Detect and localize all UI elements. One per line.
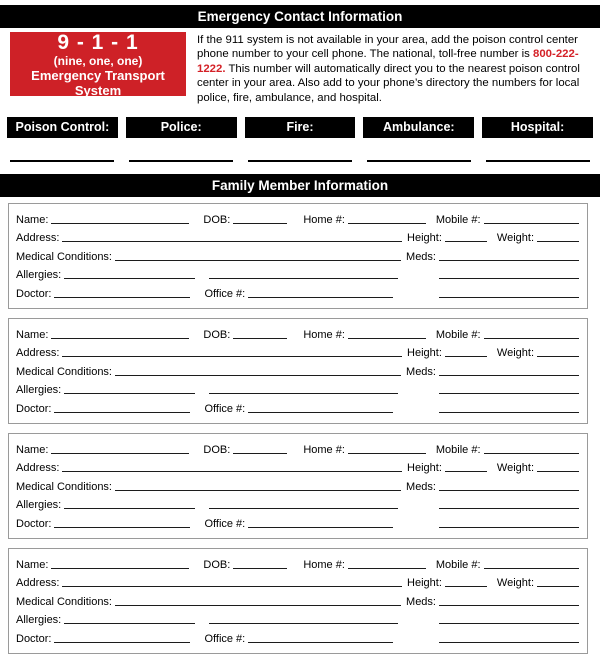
meds-label: Meds: bbox=[406, 250, 436, 263]
member-field-row-4 bbox=[16, 379, 579, 398]
address-label: Address: bbox=[16, 462, 60, 475]
instructions-text-before: If the 911 system is not available in your area, add the poison control center phone number to your cell phone. The national, toll-free number is bbox=[197, 34, 578, 61]
office-phone-label: Office #: bbox=[204, 403, 246, 415]
member-field-row-1 bbox=[16, 553, 579, 572]
poison-control-label: Poison Control: bbox=[7, 117, 118, 138]
name-label: Name: bbox=[16, 558, 49, 571]
medical-conditions-blank-line bbox=[115, 605, 401, 606]
poison-control-phone-number: 800-222-1222. bbox=[197, 48, 579, 75]
meds-extra-blank-line-2 bbox=[439, 642, 579, 643]
mobile-phone-label: Mobile #: bbox=[435, 443, 481, 456]
address-label: Address: bbox=[16, 577, 60, 590]
address-label: Address: bbox=[16, 347, 60, 360]
height-label: Height: bbox=[407, 462, 442, 475]
dob-label: DOB: bbox=[203, 558, 231, 571]
height-blank-line bbox=[445, 356, 487, 357]
allergies-blank-line bbox=[64, 393, 195, 394]
member-field-row-4 bbox=[16, 494, 579, 513]
weight-blank-line bbox=[537, 586, 579, 587]
member-field-row-1 bbox=[16, 208, 579, 227]
allergies-blank-line bbox=[64, 508, 195, 509]
meds-extra-blank-line bbox=[439, 623, 579, 624]
meds-blank-line bbox=[439, 605, 579, 606]
meds-extra-blank-line-2 bbox=[439, 412, 579, 413]
family-member-box bbox=[8, 433, 588, 539]
address-label: Address: bbox=[16, 232, 60, 245]
meds-label: Meds: bbox=[406, 480, 436, 493]
weight-label: Weight: bbox=[496, 462, 534, 475]
doctor-blank-line bbox=[54, 412, 190, 413]
address-blank-line bbox=[62, 241, 402, 242]
member-field-row-5 bbox=[16, 397, 579, 416]
doctor-blank-line bbox=[54, 527, 190, 528]
home-phone-blank-line bbox=[348, 568, 426, 569]
height-label: Height: bbox=[407, 347, 442, 360]
height-blank-line bbox=[445, 241, 487, 242]
fire-blank-line bbox=[248, 160, 352, 162]
member-field-row-4 bbox=[16, 609, 579, 628]
dob-blank-line bbox=[233, 453, 287, 454]
name-label: Name: bbox=[16, 328, 49, 341]
allergies-blank-line bbox=[64, 623, 195, 624]
family-section-title: Family Member Information bbox=[211, 178, 389, 194]
member-field-row-3 bbox=[16, 245, 579, 264]
weight-blank-line bbox=[537, 356, 579, 357]
height-blank-line bbox=[445, 471, 487, 472]
meds-label: Meds: bbox=[406, 595, 436, 608]
home-phone-label: Home #: bbox=[303, 328, 345, 341]
family-member-box bbox=[8, 318, 588, 424]
member-field-row-1 bbox=[16, 438, 579, 457]
medical-conditions-label: Medical Conditions: bbox=[16, 480, 112, 493]
weight-blank-line bbox=[537, 241, 579, 242]
height-blank-line bbox=[445, 586, 487, 587]
member-field-row-5 bbox=[16, 627, 579, 646]
office-phone-label: Office #: bbox=[204, 518, 246, 530]
dob-blank-line bbox=[233, 223, 287, 224]
office-phone-blank-line bbox=[248, 527, 393, 528]
weight-label: Weight: bbox=[496, 577, 534, 590]
member-field-row-3 bbox=[16, 360, 579, 379]
dob-label: DOB: bbox=[203, 328, 231, 341]
meds-extra-blank-line bbox=[439, 278, 579, 279]
weight-blank-line bbox=[537, 471, 579, 472]
office-phone-blank-line bbox=[248, 412, 393, 413]
weight-label: Weight: bbox=[496, 232, 534, 245]
medical-conditions-blank-line bbox=[115, 375, 401, 376]
meds-extra-blank-line bbox=[439, 393, 579, 394]
doctor-blank-line bbox=[54, 642, 190, 643]
nine-one-one-number: 9 - 1 - 1 bbox=[57, 30, 139, 54]
meds-extra-blank-line-2 bbox=[439, 527, 579, 528]
medical-conditions-label: Medical Conditions: bbox=[16, 250, 112, 263]
member-field-row-5 bbox=[16, 512, 579, 531]
police-blank-line bbox=[129, 160, 233, 162]
allergies-label: Allergies: bbox=[16, 614, 62, 627]
name-blank-line bbox=[51, 453, 189, 454]
contact-lines-row bbox=[7, 160, 593, 162]
dob-blank-line bbox=[233, 338, 287, 339]
meds-label: Meds: bbox=[406, 365, 436, 378]
member-field-row-5 bbox=[16, 282, 579, 301]
office-phone-label: Office #: bbox=[204, 288, 246, 300]
mobile-phone-label: Mobile #: bbox=[435, 213, 481, 226]
allergies-blank-line bbox=[64, 278, 195, 279]
address-blank-line bbox=[62, 471, 402, 472]
home-phone-blank-line bbox=[348, 338, 426, 339]
family-header-bar bbox=[0, 174, 600, 197]
medical-conditions-label: Medical Conditions: bbox=[16, 595, 112, 608]
mobile-phone-blank-line bbox=[484, 338, 579, 339]
mobile-phone-blank-line bbox=[484, 223, 579, 224]
address-blank-line bbox=[62, 586, 402, 587]
nine-one-one-box bbox=[10, 32, 186, 96]
hospital-label: Hospital: bbox=[482, 117, 593, 138]
emergency-transport-caption: Emergency Transport System bbox=[31, 67, 165, 98]
nine-one-one-words: (nine, one, one) bbox=[53, 53, 143, 68]
allergies-extra-blank-line bbox=[209, 623, 398, 624]
allergies-label: Allergies: bbox=[16, 499, 62, 512]
dob-label: DOB: bbox=[203, 213, 231, 226]
meds-extra-blank-line bbox=[439, 508, 579, 509]
mobile-phone-blank-line bbox=[484, 568, 579, 569]
medical-conditions-label: Medical Conditions: bbox=[16, 365, 112, 378]
name-label: Name: bbox=[16, 443, 49, 456]
dob-label: DOB: bbox=[203, 443, 231, 456]
meds-blank-line bbox=[439, 490, 579, 491]
family-member-boxes bbox=[0, 203, 600, 654]
family-member-box bbox=[8, 548, 588, 654]
member-field-row-2 bbox=[16, 342, 579, 361]
office-phone-label: Office #: bbox=[204, 633, 246, 645]
mobile-phone-label: Mobile #: bbox=[435, 558, 481, 571]
medical-conditions-blank-line bbox=[115, 490, 401, 491]
dob-blank-line bbox=[233, 568, 287, 569]
height-label: Height: bbox=[407, 577, 442, 590]
member-field-row-1 bbox=[16, 323, 579, 342]
poison-control-instructions bbox=[197, 33, 592, 105]
emergency-header-bar bbox=[0, 5, 600, 28]
ambulance-blank-line bbox=[367, 160, 471, 162]
mobile-phone-label: Mobile #: bbox=[435, 328, 481, 341]
doctor-label: Doctor: bbox=[16, 518, 52, 530]
home-phone-blank-line bbox=[348, 453, 426, 454]
doctor-label: Doctor: bbox=[16, 288, 52, 300]
contact-labels-row bbox=[7, 117, 593, 138]
page-title: Emergency Contact Information bbox=[197, 9, 403, 24]
home-phone-label: Home #: bbox=[303, 213, 345, 226]
member-field-row-3 bbox=[16, 475, 579, 494]
meds-blank-line bbox=[439, 260, 579, 261]
meds-extra-blank-line-2 bbox=[439, 297, 579, 298]
fire-label: Fire: bbox=[245, 117, 356, 138]
home-phone-blank-line bbox=[348, 223, 426, 224]
address-blank-line bbox=[62, 356, 402, 357]
name-blank-line bbox=[51, 568, 189, 569]
doctor-label: Doctor: bbox=[16, 403, 52, 415]
allergies-extra-blank-line bbox=[209, 278, 398, 279]
office-phone-blank-line bbox=[248, 642, 393, 643]
member-field-row-2 bbox=[16, 227, 579, 246]
instructions-text-after: This number will automatically direct you to the nearest poison control center in your area. Also add to your phone’s directory the numbers for local police, fire, ambulance, and hospital. bbox=[197, 62, 580, 104]
office-phone-blank-line bbox=[248, 297, 393, 298]
home-phone-label: Home #: bbox=[303, 443, 345, 456]
member-field-row-2 bbox=[16, 572, 579, 591]
member-field-row-3 bbox=[16, 590, 579, 609]
family-member-box bbox=[8, 203, 588, 309]
height-label: Height: bbox=[407, 232, 442, 245]
poison-control-blank-line bbox=[10, 160, 114, 162]
doctor-blank-line bbox=[54, 297, 190, 298]
intro-section bbox=[10, 32, 592, 105]
allergies-label: Allergies: bbox=[16, 269, 62, 282]
name-blank-line bbox=[51, 338, 189, 339]
name-blank-line bbox=[51, 223, 189, 224]
member-field-row-4 bbox=[16, 264, 579, 283]
police-label: Police: bbox=[126, 117, 237, 138]
ambulance-label: Ambulance: bbox=[363, 117, 474, 138]
member-field-row-2 bbox=[16, 457, 579, 476]
allergies-extra-blank-line bbox=[209, 393, 398, 394]
mobile-phone-blank-line bbox=[484, 453, 579, 454]
medical-conditions-blank-line bbox=[115, 260, 401, 261]
meds-blank-line bbox=[439, 375, 579, 376]
allergies-extra-blank-line bbox=[209, 508, 398, 509]
home-phone-label: Home #: bbox=[303, 558, 345, 571]
name-label: Name: bbox=[16, 213, 49, 226]
weight-label: Weight: bbox=[496, 347, 534, 360]
allergies-label: Allergies: bbox=[16, 384, 62, 397]
hospital-blank-line bbox=[486, 160, 590, 162]
doctor-label: Doctor: bbox=[16, 633, 52, 645]
